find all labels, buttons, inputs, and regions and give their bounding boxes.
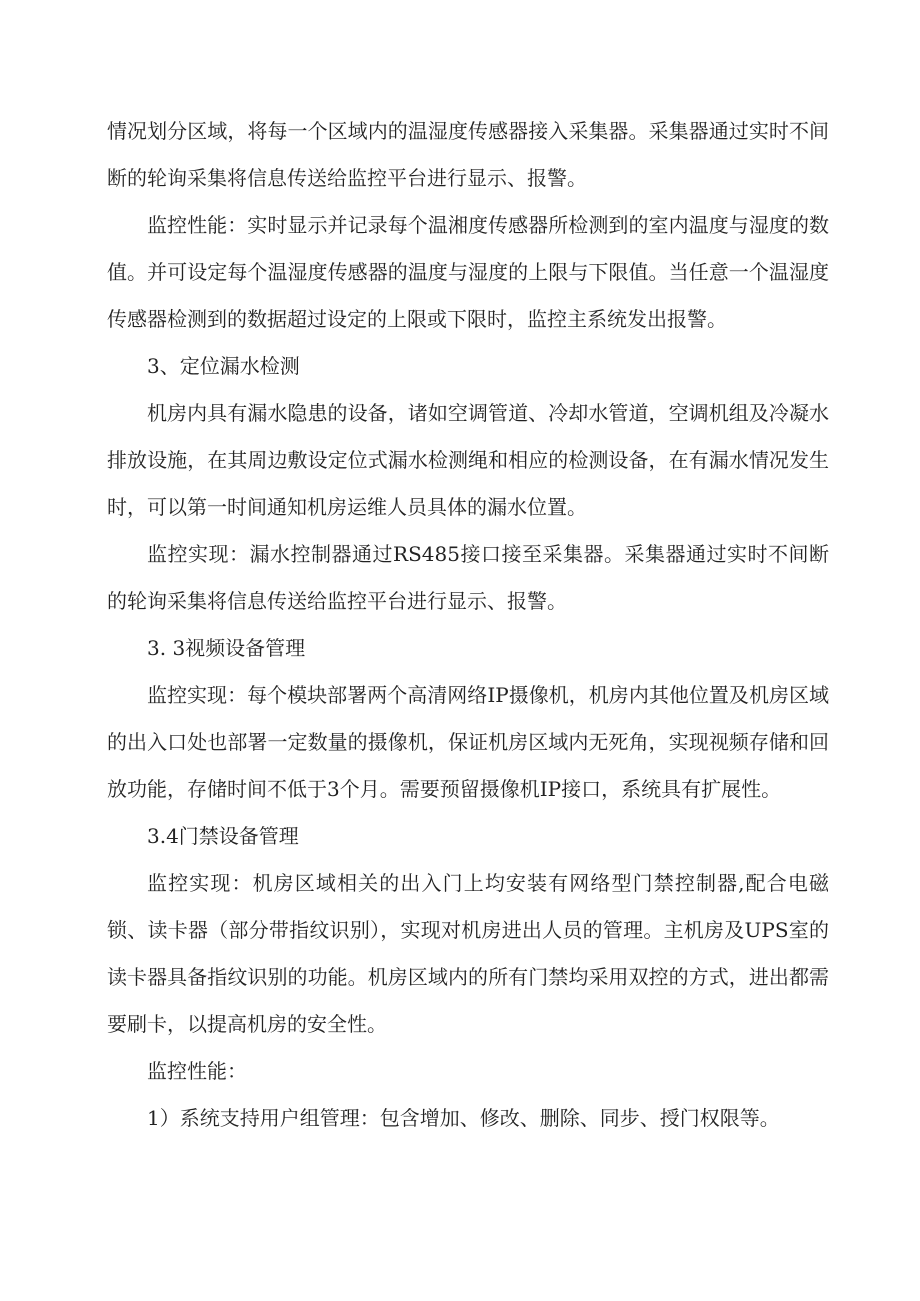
section-heading-leak-detection: 3、定位漏水检测 xyxy=(147,354,300,378)
document-body xyxy=(107,108,829,1142)
section-heading-video: 3. 3视频设备管理 xyxy=(147,636,306,660)
paragraph-video-implementation: 监控实现：每个模块部署两个高清网络IP摄像机，机房内其他位置及机房区域的出入口处也部署一定数量的摄像机，保证机房区域内无死角，实现视频存储和回放功能，存储时间不低于3个月。需要预留摄像机IP接口，系统具有扩展性。 xyxy=(107,683,829,801)
paragraph-performance-heading: 监控性能： xyxy=(147,1059,247,1083)
paragraph-leak-description: 机房内具有漏水隐患的设备，诸如空调管道、冷却水管道，空调机组及冷凝水排放设施，在其周边敷设定位式漏水检测绳和相应的检测设备，在有漏水情况发生时，可以第一时间通知机房运维人员具体的漏水位置。 xyxy=(107,401,829,519)
paragraph-leak-implementation: 监控实现：漏水控制器通过RS485接口接至采集器。采集器通过实时不间断的轮询采集将信息传送给监控平台进行显示、报警。 xyxy=(107,542,829,613)
section-heading-access-control: 3.4门禁设备管理 xyxy=(147,824,299,848)
paragraph-access-implementation: 监控实现：机房区域相关的出入门上均安装有网络型门禁控制器,配合电磁锁、读卡器（部分带指纹识别），实现对机房进出人员的管理。主机房及UPS室的读卡器具备指纹识别的功能。机房区域内的所有门禁均采用双控的方式，进出都需要刷卡，以提高机房的安全性。 xyxy=(107,871,829,1036)
paragraph-continuation: 情况划分区域，将每一个区域内的温湿度传感器接入采集器。采集器通过实时不间断的轮询采集将信息传送给监控平台进行显示、报警。 xyxy=(107,119,829,190)
paragraph-monitoring-performance: 监控性能：实时显示并记录每个温湘度传感器所检测到的室内温度与湿度的数值。并可设定每个温湿度传感器的温度与湿度的上限与下限值。当任意一个温湿度传感器检测到的数据超过设定的上限或下限时，监控主系统发出报警。 xyxy=(107,213,829,331)
list-item-user-group: 1）系统支持用户组管理：包含增加、修改、删除、同步、授门权限等。 xyxy=(147,1106,780,1130)
